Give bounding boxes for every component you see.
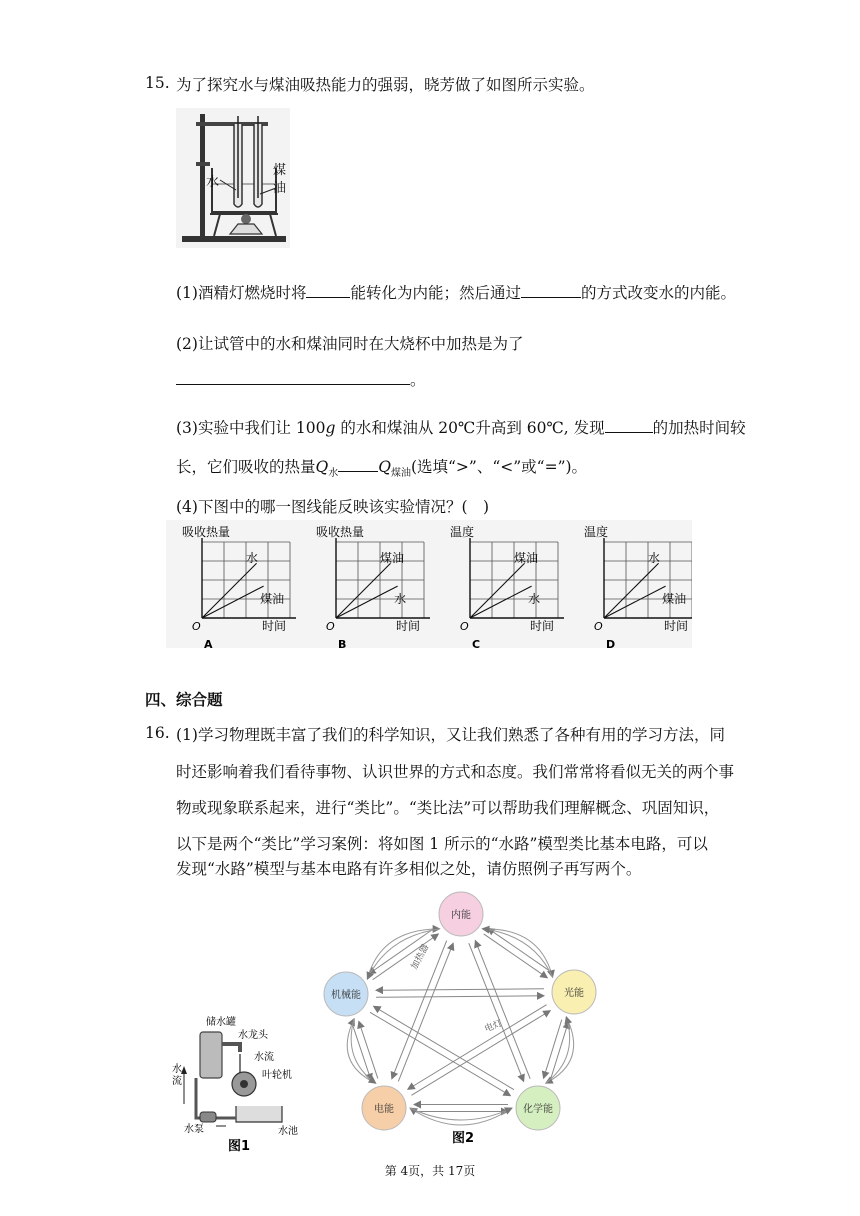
q16-line-1: (1)学习物理既丰富了我们的科学知识，又让我们熟悉了各种有用的学习方法，同 [176, 726, 725, 744]
graph-lower-label: 煤油 [260, 591, 285, 606]
graph-xlabel: 时间 [262, 619, 287, 633]
conversion-arrow [376, 996, 544, 997]
label-kerosene-2: 油 [273, 181, 287, 196]
label-water: 水 [206, 175, 220, 190]
graph-upper-label: 水 [648, 550, 661, 565]
pump-icon [200, 1112, 216, 1122]
graph-xlabel: 时间 [530, 619, 555, 633]
graph-ylabel: 吸收热量 [316, 525, 365, 539]
graph-origin: O [192, 620, 201, 633]
graph-xlabel: 时间 [396, 619, 421, 633]
conversion-arrow [398, 943, 453, 1081]
graph-letter: A [204, 638, 213, 648]
answer-blank-2[interactable] [521, 283, 581, 298]
answer-blank-5[interactable] [338, 457, 378, 472]
outer-arc-arrow [351, 1019, 376, 1084]
arrow-label-heater: 加热器 [409, 942, 432, 972]
conversion-arrow [469, 943, 524, 1081]
graph-xlabel: 时间 [664, 619, 689, 633]
q16-line-5: 发现“水路”模型与基本电路有许多相似之处，请仿照例子再写两个。 [176, 860, 642, 878]
section-title: 四、综合题 [145, 691, 223, 709]
label-faucet: 水龙头 [238, 1030, 268, 1041]
graph-origin: O [594, 620, 603, 633]
conversion-arrow [475, 941, 530, 1079]
energy-node-label: 光能 [564, 988, 584, 999]
label-pool: 水池 [278, 1126, 298, 1137]
label-turbine: 叶轮机 [262, 1070, 292, 1081]
figure-2-caption: 图2 [452, 1131, 475, 1146]
answer-blank-1[interactable] [306, 283, 350, 298]
answer-blank-4[interactable] [605, 418, 653, 433]
conversion-arrow [376, 989, 544, 990]
question-number: 16. [145, 724, 170, 742]
label-pump: 水泵 [184, 1124, 204, 1135]
q16-line-2: 时还影响着我们看待事物、认识世界的方式和态度。我们常常将看似无关的两个事 [176, 763, 735, 781]
graph-letter: C [472, 638, 481, 648]
outer-arc-arrow [367, 929, 439, 979]
energy-conversion-figure [316, 886, 606, 1154]
label-flow-vertical-2: 流 [172, 1076, 182, 1087]
conversion-arrow [550, 1022, 568, 1081]
subquestion-2: (2)让试管中的水和煤油同时在大烧杯中加热是为了 [176, 335, 524, 353]
graph-lower-label: 煤油 [662, 591, 687, 606]
graph-origin: O [326, 620, 335, 633]
graph-origin: O [460, 620, 469, 633]
arrow-label-lamp: 电灯 [483, 1018, 504, 1035]
outer-arc-arrow [367, 929, 439, 979]
conversion-arrow [374, 1006, 514, 1089]
outer-arc-arrow [410, 1108, 512, 1125]
subquestion-3-cont: 长，它们吸收的热量$Q_水$ $Q_{煤油}$(选填“>”、“<”或“=”)。 [176, 458, 588, 479]
graph-ylabel: 温度 [450, 525, 475, 539]
subquestion-1: (1)酒精灯燃烧时将 能转化为内能；然后通过 的方式改变水的内能。 [176, 284, 736, 302]
answer-graphs [166, 520, 692, 648]
graph-upper-label: 煤油 [514, 550, 539, 565]
graph-upper-label: 水 [246, 550, 259, 565]
energy-node-label: 化学能 [523, 1104, 553, 1115]
graph-letter: D [606, 638, 616, 648]
energy-node-label: 电能 [374, 1104, 394, 1115]
figure-1-caption: 图1 [228, 1139, 251, 1152]
energy-node-label: 机械能 [331, 990, 361, 1001]
subquestion-3: (3)实验中我们让 100g 的水和煤油从 20℃升高到 60℃, 发现 的加热时间较 [176, 419, 746, 437]
conversion-arrow [352, 1024, 371, 1081]
outer-arc-arrow [546, 1017, 570, 1083]
q16-line-4: 以下是两个“类比”学习案例：将如图 1 所示的“水路”模型类比基本电路，可以 [176, 835, 708, 853]
page-footer: 第 4页，共 17页 [384, 1164, 476, 1178]
outer-arc-arrow [410, 1108, 512, 1120]
q16-line-3: 物或现象联系起来，进行“类比”。“类比法”可以帮助我们理解概念、巩固知识， [176, 799, 720, 817]
conversion-arrow [484, 934, 548, 978]
energy-node-label: 内能 [451, 910, 471, 921]
experiment-apparatus-figure [176, 108, 290, 248]
graph-upper-label: 煤油 [380, 550, 405, 565]
subquestion-2-answer-line: 。 [176, 369, 426, 391]
label-kerosene-1: 煤 [273, 163, 287, 178]
label-flow-vertical-1: 水 [172, 1064, 182, 1075]
conversion-arrow [411, 1011, 550, 1096]
label-storage-tank: 储水罐 [206, 1017, 236, 1028]
answer-blank-3[interactable] [176, 370, 410, 385]
outer-arc-arrow [482, 929, 552, 977]
graph-ylabel: 温度 [584, 525, 609, 539]
storage-tank-icon [200, 1032, 222, 1078]
pool-icon [236, 1106, 282, 1122]
question-stem: 为了探究水与煤油吸热能力的强弱，晓芳做了如图所示实验。 [176, 76, 595, 94]
graph-ylabel: 吸收热量 [182, 525, 231, 539]
label-water-flow: 水流 [254, 1052, 274, 1063]
graph-letter: B [338, 638, 347, 648]
water-circuit-figure [166, 1008, 316, 1152]
graph-lower-label: 水 [528, 591, 541, 606]
subquestion-4: (4)下图中的哪一图线能反映该实验情况？( ) [176, 498, 490, 516]
question-number: 15. [145, 74, 170, 92]
graph-lower-label: 水 [394, 591, 407, 606]
